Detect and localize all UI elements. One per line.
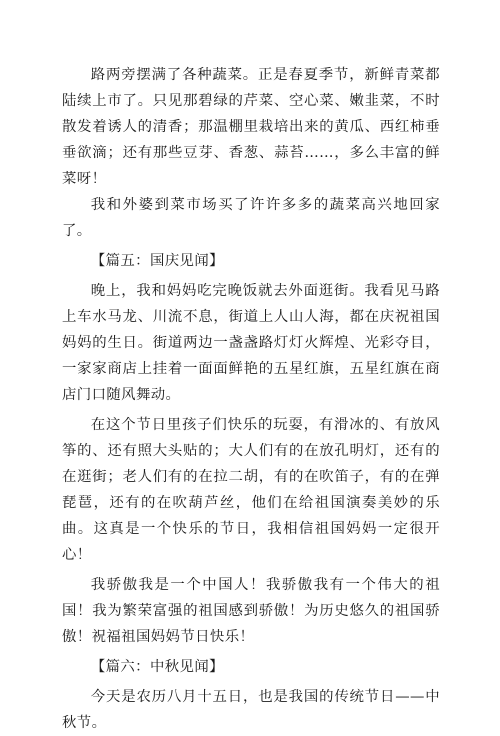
document-body <box>62 62 440 736</box>
paragraph-festival-activities: 在这个节日里孩子们快乐的玩耍，有滑冰的、有放风筝的、还有照大头贴的；大人们有的在放孔明灯，还有的在逛街；老人们有的在拉二胡，有的在吹笛子，有的在弹琵琶，还有的在吹葫芦丝，他们在给祖国演奏美妙的乐曲。这真是一个快乐的节日，我相信祖国妈妈一定很开心！ <box>62 417 440 563</box>
paragraph-mid-autumn-intro: 今天是农历八月十五日，也是我国的传统节日——中秋节。 <box>62 689 440 731</box>
paragraph-vegetable-market: 路两旁摆满了各种蔬菜。正是春夏季节，新鲜青菜都陆续上市了。只见那碧绿的芹菜、空心菜、嫩韭菜，不时散发着诱人的清香；那温棚里栽培出来的黄瓜、西红柿垂垂欲滴；还有那些豆芽、香葱、蒜苔……，多么丰富的鲜菜呀！ <box>62 67 440 187</box>
paragraph-pride: 我骄傲我是一个中国人！我骄傲我有一个伟大的祖国！我为繁荣富强的祖国感到骄傲！为历史悠久的祖国骄傲！祝福祖国妈妈节日快乐！ <box>62 577 440 645</box>
section-heading-mid-autumn: 【篇六：中秋见闻】 <box>90 659 224 675</box>
paragraph-going-home: 我和外婆到菜市场买了许许多多的蔬菜高兴地回家了。 <box>62 197 440 239</box>
section-heading-national-day: 【篇五：国庆见闻】 <box>90 253 224 269</box>
paragraph-evening-street: 晚上，我和妈妈吃完晚饭就去外面逛街。我看见马路上车水马龙、川流不息，街道上人山人海，都在庆祝祖国妈妈的生日。街道两边一盏盏路灯灯火辉煌、光彩夺目，一家家商店上挂着一面面鲜艳的五星红旗，五星红旗在商店门口随风舞动。 <box>62 283 440 403</box>
